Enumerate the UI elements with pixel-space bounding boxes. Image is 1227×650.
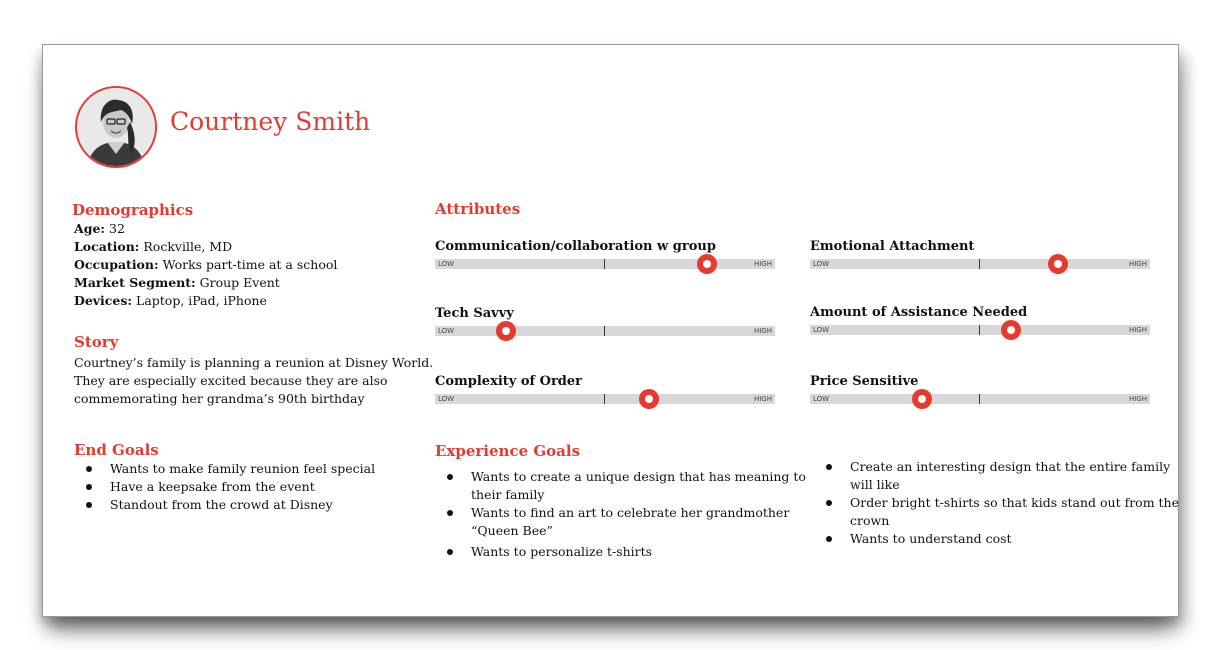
age-value: 32 bbox=[109, 221, 125, 236]
devices-label: Devices: bbox=[74, 293, 133, 308]
persona-name: Courtney Smith bbox=[170, 107, 371, 136]
attribute-label: Tech Savvy bbox=[435, 306, 514, 321]
age-row bbox=[74, 221, 125, 236]
high-label: HIGH bbox=[1128, 326, 1147, 334]
list-item bbox=[74, 496, 375, 514]
high-label: HIGH bbox=[753, 327, 772, 335]
low-label: LOW bbox=[813, 260, 830, 268]
attribute-label: Emotional Attachment bbox=[810, 239, 975, 254]
list-item bbox=[814, 458, 1179, 494]
experience-goals-title: Experience Goals bbox=[435, 442, 581, 460]
attribute-label: Communication/collaboration w group bbox=[435, 239, 716, 254]
list-item bbox=[74, 460, 375, 478]
story-text bbox=[74, 354, 433, 408]
attribute-label: Price Sensitive bbox=[810, 374, 919, 389]
high-label: HIGH bbox=[753, 395, 772, 403]
demographics-title: Demographics bbox=[72, 201, 194, 219]
low-label: LOW bbox=[813, 326, 830, 334]
bullet-icon bbox=[447, 549, 453, 555]
attribute-label: Complexity of Order bbox=[435, 374, 583, 389]
segment-label: Market Segment: bbox=[74, 275, 196, 290]
bullet-icon bbox=[86, 466, 92, 472]
high-label: HIGH bbox=[753, 260, 772, 268]
attribute-label: Amount of Assistance Needed bbox=[810, 305, 1028, 320]
bullet-icon bbox=[447, 510, 453, 516]
occupation-value: Works part-time at a school bbox=[162, 257, 338, 272]
attribute-slider bbox=[810, 259, 1150, 269]
list-item-text: Standout from the crowd at Disney bbox=[110, 497, 333, 512]
age-label: Age: bbox=[74, 221, 106, 236]
list-item bbox=[814, 530, 1179, 548]
list-item-text: Have a keepsake from the event bbox=[110, 479, 315, 494]
list-item bbox=[435, 468, 806, 504]
midpoint-tick bbox=[979, 394, 980, 404]
list-item-text: Wants to understand cost bbox=[850, 531, 1012, 546]
occupation-label: Occupation: bbox=[74, 257, 159, 272]
list-item-text: Wants to make family reunion feel special bbox=[110, 461, 376, 476]
list-item bbox=[814, 494, 1179, 530]
occupation-row bbox=[74, 257, 337, 272]
location-value: Rockville, MD bbox=[143, 239, 233, 254]
segment-row bbox=[74, 275, 280, 290]
midpoint-tick bbox=[979, 325, 980, 335]
list-item-text: Wants to create a unique design that has meaning to bbox=[471, 469, 806, 484]
low-label: LOW bbox=[438, 395, 455, 403]
midpoint-tick bbox=[604, 394, 605, 404]
midpoint-tick bbox=[604, 326, 605, 336]
list-item-text: their family bbox=[471, 487, 545, 502]
list-item-text: “Queen Bee” bbox=[471, 523, 553, 538]
location-row bbox=[74, 239, 232, 254]
list-item-text: Create an interesting design that the entire family bbox=[850, 459, 1171, 474]
bullet-icon bbox=[826, 464, 832, 470]
list-item-text: will like bbox=[850, 477, 900, 492]
location-label: Location: bbox=[74, 239, 140, 254]
experience-goals-list bbox=[435, 468, 806, 561]
story-line: They are especially excited because they are also bbox=[74, 373, 388, 388]
midpoint-tick bbox=[604, 259, 605, 269]
end-goals-title: End Goals bbox=[74, 441, 159, 459]
list-item bbox=[74, 478, 375, 496]
high-label: HIGH bbox=[1128, 395, 1147, 403]
slider-knob bbox=[1001, 320, 1021, 340]
bullet-icon bbox=[826, 500, 832, 506]
devices-value: Laptop, iPad, iPhone bbox=[136, 293, 267, 308]
story-line: Courtney’s family is planning a reunion at Disney World. bbox=[74, 355, 434, 370]
bullet-icon bbox=[826, 536, 832, 542]
attribute-slider bbox=[435, 394, 775, 404]
attribute-slider bbox=[435, 326, 775, 336]
attribute-slider bbox=[435, 259, 775, 269]
list-item-text: crown bbox=[850, 513, 890, 528]
list-item-text: Wants to personalize t-shirts bbox=[471, 544, 653, 559]
bullet-icon bbox=[86, 502, 92, 508]
devices-row bbox=[74, 293, 267, 308]
list-item bbox=[435, 504, 806, 540]
midpoint-tick bbox=[979, 259, 980, 269]
story-line: commemorating her grandma’s 90th birthday bbox=[74, 391, 365, 406]
bullet-icon bbox=[86, 484, 92, 490]
end-goals-list bbox=[74, 460, 375, 514]
bullet-icon bbox=[447, 474, 453, 480]
avatar bbox=[75, 86, 157, 168]
story-title: Story bbox=[74, 333, 119, 351]
experience-goals-list-2 bbox=[814, 458, 1179, 548]
low-label: LOW bbox=[438, 260, 455, 268]
low-label: LOW bbox=[438, 327, 455, 335]
list-item-text: Order bright t-shirts so that kids stand out from the bbox=[850, 495, 1180, 510]
list-item bbox=[435, 543, 806, 561]
attribute-slider bbox=[810, 325, 1150, 335]
segment-value: Group Event bbox=[199, 275, 280, 290]
high-label: HIGH bbox=[1128, 260, 1147, 268]
list-item-text: Wants to find an art to celebrate her grandmother bbox=[471, 505, 790, 520]
slider-knob bbox=[697, 254, 717, 274]
low-label: LOW bbox=[813, 395, 830, 403]
attribute-slider bbox=[810, 394, 1150, 404]
attributes-title: Attributes bbox=[435, 200, 521, 218]
